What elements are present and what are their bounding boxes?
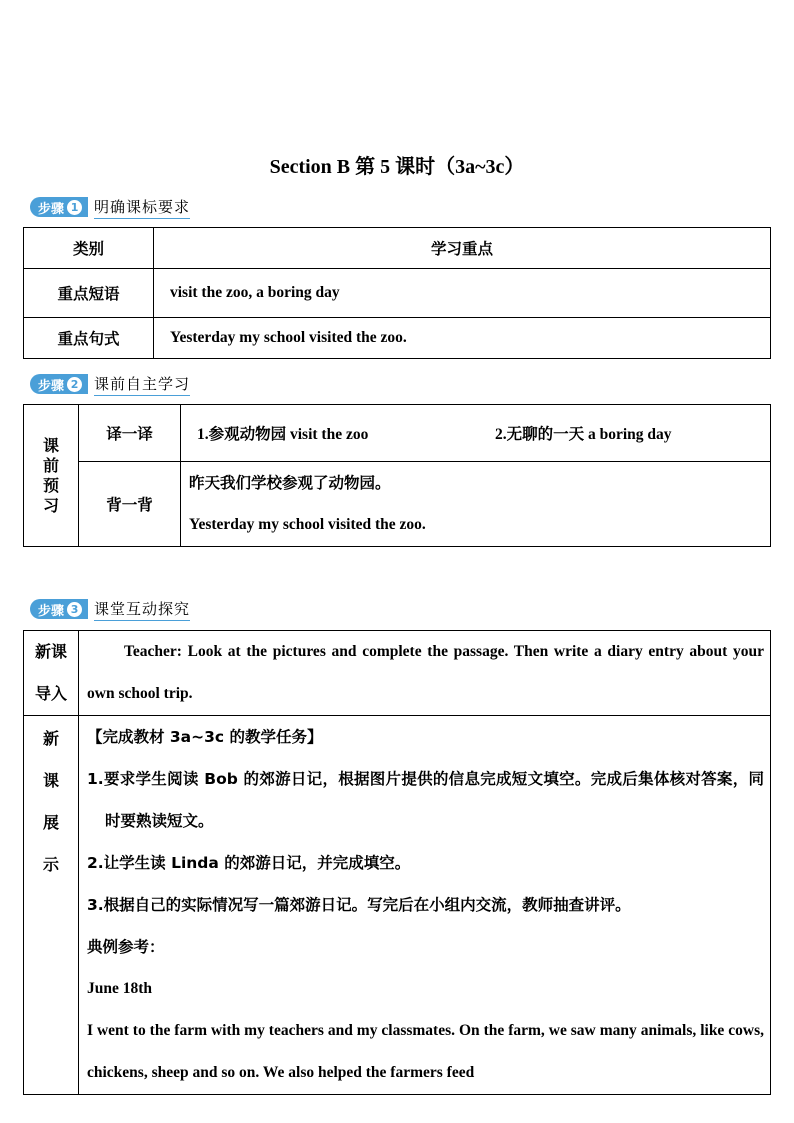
step-badge: 步骤 3 xyxy=(30,599,88,619)
task-title: 【完成教材 3a~3c 的教学任务】 xyxy=(87,728,323,746)
intro-label: 新课导入 xyxy=(24,631,79,716)
task-2: 2.让学生读 Linda 的郊游日记，并完成填空。 xyxy=(87,854,411,872)
translate-label: 译一译 xyxy=(79,405,181,462)
row-category: 重点句式 xyxy=(24,318,154,359)
preview-section-label: 课前预习 xyxy=(24,405,79,547)
diary-text: I went to the farm with my teachers and my classmates. On the farm, we saw many animals, like cows, chickens, sheep and so on. We also helped the farmers feed xyxy=(87,1022,764,1081)
task-3: 3.根据自己的实际情况写一篇郊游日记。写完后在小组内交流，教师抽查讲评。 xyxy=(87,896,631,914)
translate-item: 1.参观动物园 visit the zoo xyxy=(197,426,369,443)
translate-item: 2.无聊的一天 a boring day xyxy=(495,426,672,443)
task-1: 1.要求学生阅读 Bob 的郊游日记，根据图片提供的信息完成短文填空。完成后集体核对答案，同时要熟读短文。 xyxy=(87,770,764,830)
step-3-heading xyxy=(30,598,190,620)
recite-label: 背一背 xyxy=(79,462,181,547)
classroom-table xyxy=(23,630,771,1095)
key-points-table xyxy=(23,227,771,359)
step-badge: 步骤 1 xyxy=(30,197,88,217)
recite-line-cn: 昨天我们学校参观了动物园。 xyxy=(189,474,391,492)
preview-table xyxy=(23,404,771,547)
recite-line-en: Yesterday my school visited the zoo. xyxy=(189,516,426,533)
step-2-heading xyxy=(30,373,190,395)
step-3-label: 课堂互动探究 xyxy=(94,598,190,621)
step-1-label: 明确课标要求 xyxy=(94,196,190,219)
row-content: visit the zoo, a boring day xyxy=(154,269,771,318)
step-2-label: 课前自主学习 xyxy=(94,373,190,396)
step-badge: 步骤 2 xyxy=(30,374,88,394)
row-category: 重点短语 xyxy=(24,269,154,318)
header-focus: 学习重点 xyxy=(154,228,771,269)
recite-content xyxy=(181,462,771,547)
diary-date: June 18th xyxy=(87,980,153,997)
example-label: 典例参考： xyxy=(87,938,165,956)
header-category: 类别 xyxy=(24,228,154,269)
show-content xyxy=(79,716,771,1095)
row-content: Yesterday my school visited the zoo. xyxy=(154,318,771,359)
intro-text: Teacher: Look at the pictures and complete the passage. Then write a diary entry about your own school trip. xyxy=(79,631,771,716)
translate-items xyxy=(181,405,771,462)
show-label: 新课展示 xyxy=(24,716,79,1095)
step-1-heading xyxy=(30,196,190,218)
page-title: Section B 第 5 课时（3a~3c） xyxy=(269,156,525,178)
